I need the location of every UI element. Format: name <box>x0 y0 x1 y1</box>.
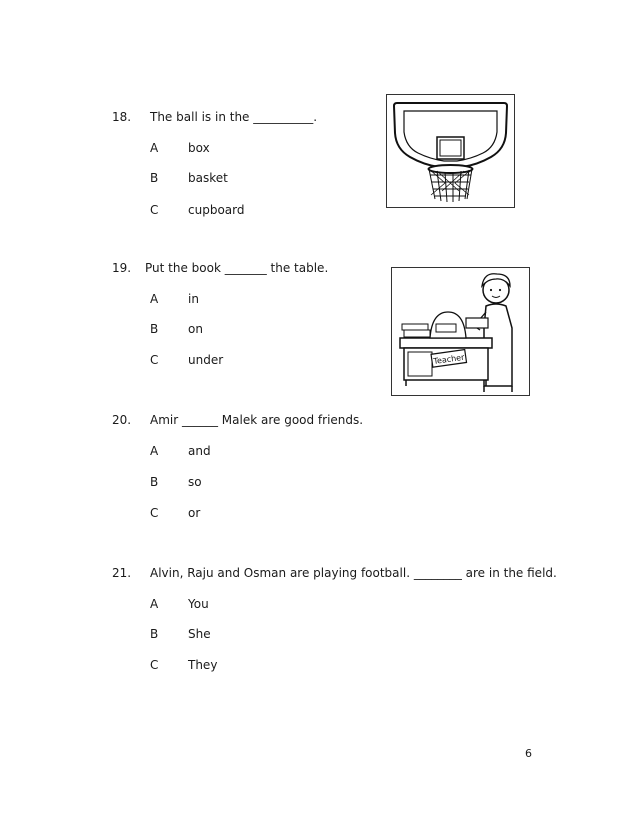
basketball-hoop-picture <box>386 94 515 208</box>
option-letter: C <box>150 658 159 672</box>
question-number: 19. <box>112 261 132 275</box>
option-text: under <box>188 353 224 367</box>
option-text: box <box>188 141 210 155</box>
option-text: basket <box>188 171 228 185</box>
option-letter: A <box>150 444 159 458</box>
desk-sign-label: Teacher <box>432 352 465 366</box>
question-number: 20. <box>112 413 132 427</box>
question-text: Alvin, Raju and Osman are playing football. ________ are in the field. <box>150 566 557 580</box>
option-text: You <box>188 597 209 611</box>
teacher-desk-icon <box>392 268 529 395</box>
option-letter: C <box>150 353 159 367</box>
page-number: 6 <box>525 747 532 760</box>
option-letter: B <box>150 627 159 641</box>
option-letter: A <box>150 597 159 611</box>
option-text: They <box>188 658 218 672</box>
option-text: on <box>188 322 203 336</box>
question-text: Put the book _______ the table. <box>145 261 329 275</box>
option-letter: C <box>150 506 159 520</box>
option-text: in <box>188 292 199 306</box>
option-letter: B <box>150 475 159 489</box>
option-text: cupboard <box>188 203 245 217</box>
option-text: so <box>188 475 202 489</box>
question-number: 18. <box>112 110 132 124</box>
teacher-desk-picture <box>391 267 530 396</box>
option-letter: A <box>150 141 159 155</box>
option-letter: A <box>150 292 159 306</box>
basketball-hoop-icon <box>387 95 514 207</box>
option-letter: B <box>150 322 159 336</box>
option-text: and <box>188 444 211 458</box>
option-letter: C <box>150 203 159 217</box>
option-text: or <box>188 506 201 520</box>
question-text: The ball is in the __________. <box>150 110 318 124</box>
option-text: She <box>188 627 211 641</box>
option-letter: B <box>150 171 159 185</box>
question-number: 21. <box>112 566 132 580</box>
question-text: Amir ______ Malek are good friends. <box>150 413 364 427</box>
